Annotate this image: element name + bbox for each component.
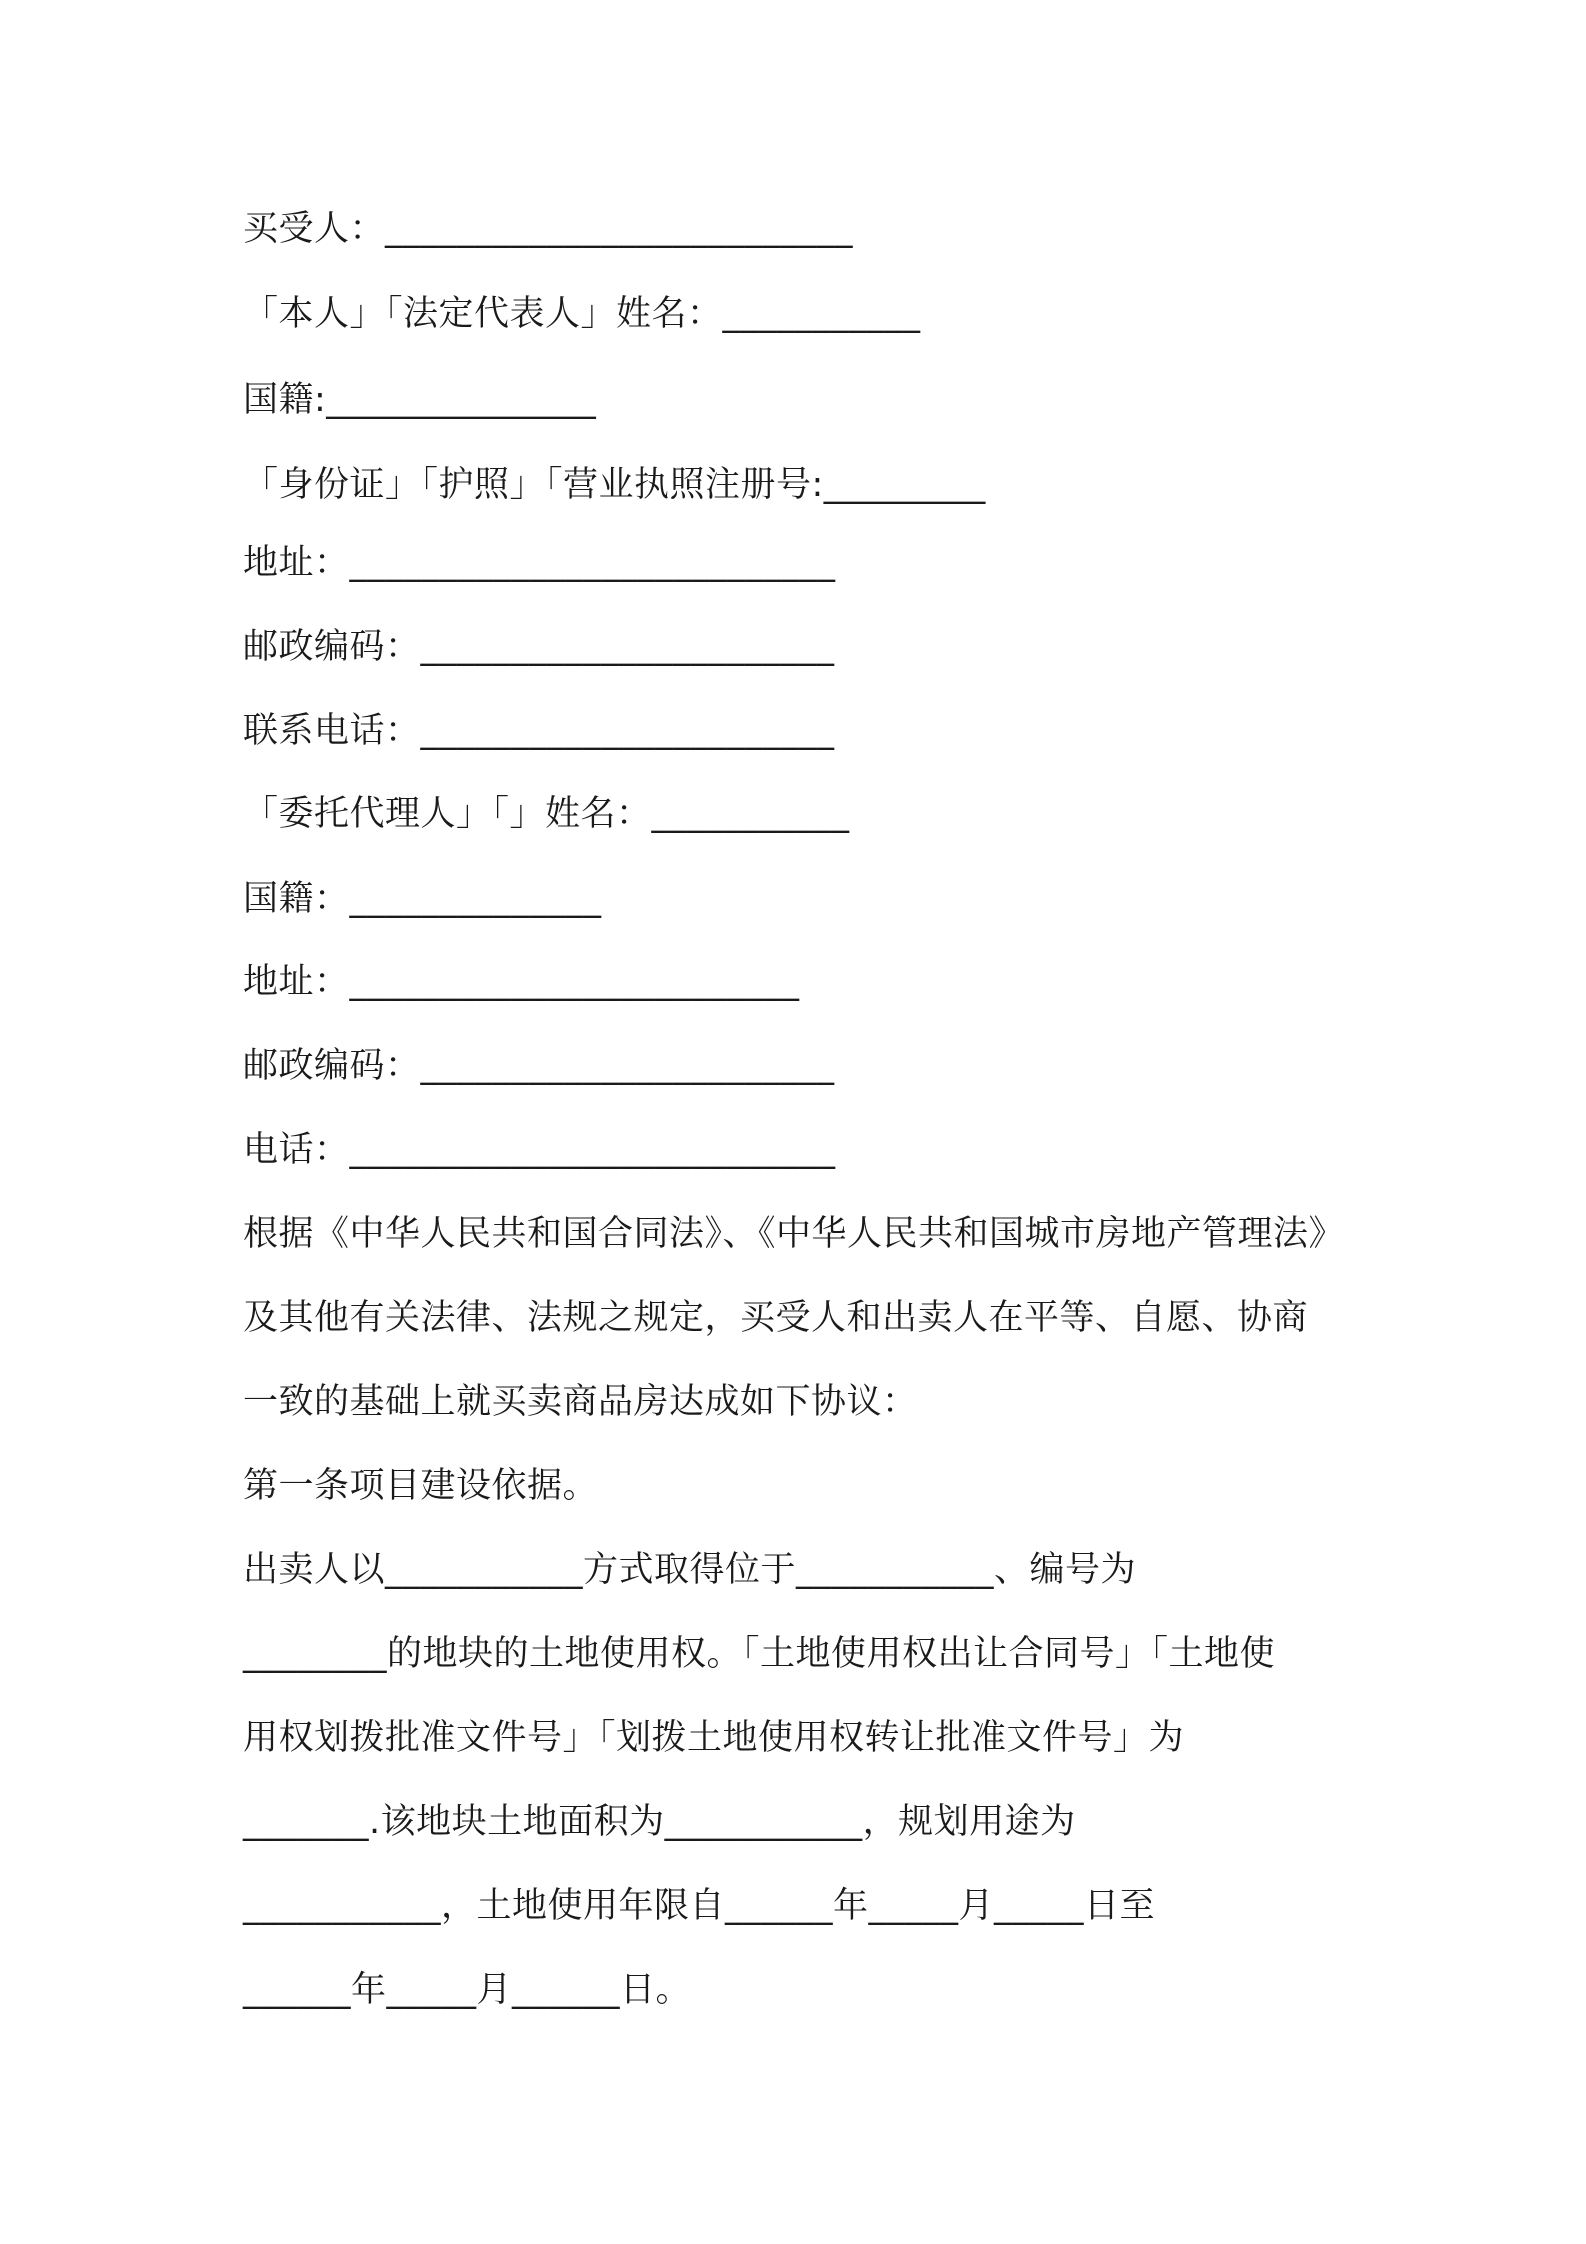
agent-postal-code-line: 邮政编码：_______________________ xyxy=(243,1046,835,1086)
representative-name-line: 「本人」「法定代表人」姓名：___________ xyxy=(243,294,921,334)
article-one-line-2: ________的地块的土地使用权。「土地使用权出让合同号」「土地使 xyxy=(243,1634,1276,1674)
article-one-line-6: ______年_____月______日。 xyxy=(243,1970,692,2010)
agent-nationality-line: 国籍：______________ xyxy=(243,879,602,919)
article-one-line-4: _______.该地块土地面积为___________，规划用途为 xyxy=(243,1802,1076,1842)
preamble-line-3: 一致的基础上就买卖商品房达成如下协议： xyxy=(243,1382,918,1422)
address-line: 地址：___________________________ xyxy=(243,543,836,583)
buyer-line: 买受人：__________________________ xyxy=(243,209,854,249)
preamble-line-2: 及其他有关法律、法规之规定，买受人和出卖人在平等、自愿、协商 xyxy=(243,1298,1309,1338)
preamble-line-1: 根据《中华人民共和国合同法》、《中华人民共和国城市房地产管理法》 xyxy=(243,1214,1345,1254)
id-number-line: 「身份证」「护照」「营业执照注册号:_________ xyxy=(243,465,986,505)
agent-phone-line: 电话：___________________________ xyxy=(243,1130,836,1170)
article-one-line-1: 出卖人以___________方式取得位于___________、编号为 xyxy=(243,1550,1137,1590)
article-one-heading: 第一条项目建设依据。 xyxy=(243,1466,599,1506)
nationality-line: 国籍:_______________ xyxy=(243,380,597,420)
contact-phone-line: 联系电话：_______________________ xyxy=(243,711,835,751)
article-one-line-5: ___________，土地使用年限自______年_____月_____日至 xyxy=(243,1886,1156,1926)
postal-code-line: 邮政编码：_______________________ xyxy=(243,627,835,667)
agent-address-line: 地址：_________________________ xyxy=(243,962,800,1002)
agent-name-line: 「委托代理人」「」姓名：___________ xyxy=(243,794,850,834)
article-one-line-3: 用权划拨批准文件号」「划拨土地使用权转让批准文件号」为 xyxy=(243,1718,1185,1758)
